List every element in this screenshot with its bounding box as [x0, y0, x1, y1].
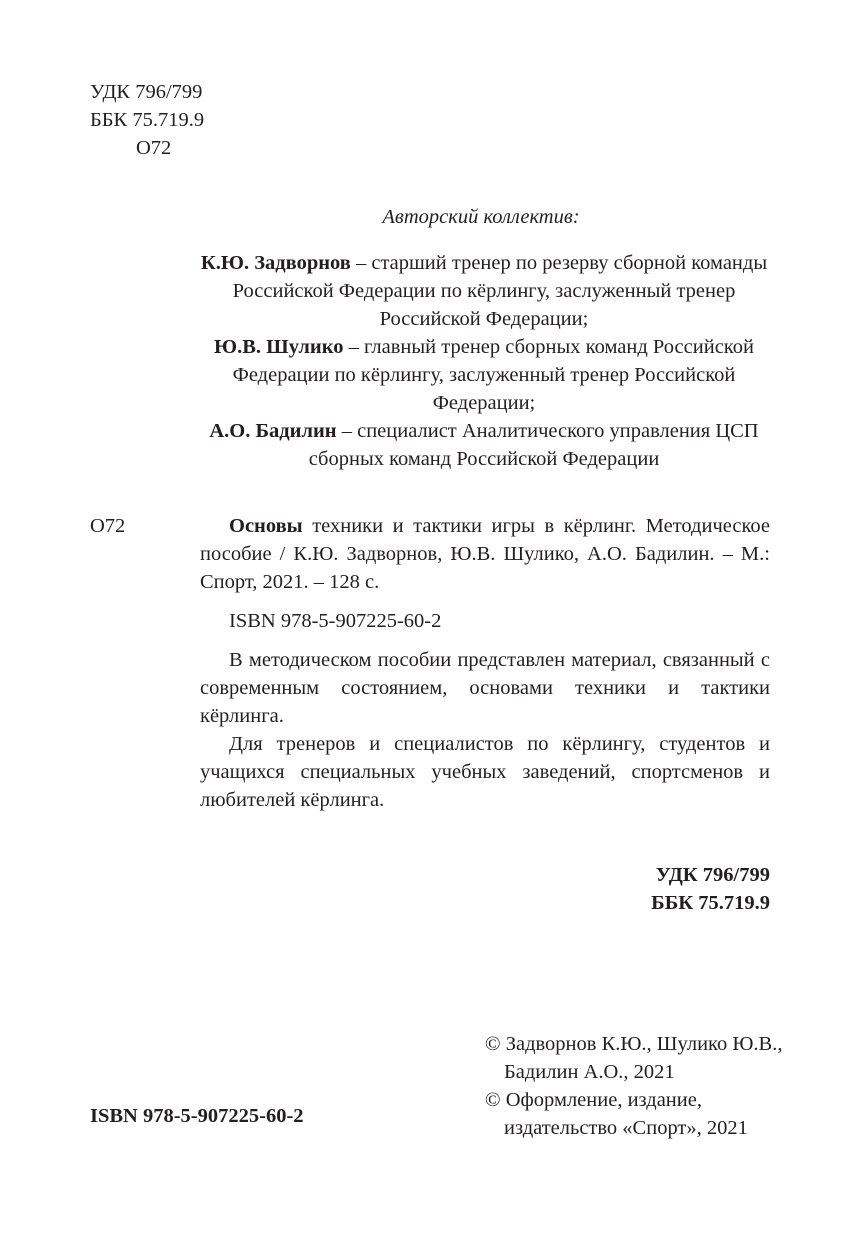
author-entry — [195, 417, 773, 473]
abstract-paragraph: В методическом пособии представлен материал, связанный с современным состоянием, основами техники и тактики кёрлинга. — [200, 649, 770, 727]
bbk-code-bold: ББК 75.719.9 — [651, 892, 770, 914]
biblio-title-bold: Основы — [229, 515, 303, 537]
short-classification-codes — [560, 861, 770, 917]
audience-paragraph: Для тренеров и специалистов по кёрлингу, студентов и учащихся специальных учебных заведений, спортсменов и любителей кёрлинга. — [200, 733, 770, 811]
author-description: – специалист Аналитического управления ЦСП сборных команд Российской Федерации — [308, 420, 759, 470]
author-description: – старший тренер по резерву сборной команды Российской Федерации по кёрлингу, заслуженный тренер Российской Федерации; — [232, 252, 768, 330]
bibliographic-record — [200, 512, 770, 814]
copyright-line: © Задворнов К.Ю., Шулико Ю.В., — [485, 1033, 783, 1055]
udk-code-bold: УДК 796/799 — [655, 864, 770, 886]
authors-heading: Авторский коллектив: — [382, 206, 580, 228]
author-name: К.Ю. Задворнов — [200, 252, 351, 274]
author-description: – главный тренер сборных команд Российской Федерации по кёрлингу, заслуженный тренер Российской Федерации; — [232, 336, 754, 414]
isbn-bottom: ISBN 978-5-907225-60-2 — [90, 1105, 304, 1127]
authors-list — [195, 249, 773, 473]
author-entry — [195, 333, 773, 417]
udk-code: УДК 796/799 — [90, 81, 203, 103]
biblio-title-rest: техники и тактики игры в кёрлинг. Методическое пособие / К.Ю. Задворнов, Ю.В. Шулико, А.О. Бадилин. – М.: Спорт, 2021. – 128 с. — [200, 515, 770, 593]
biblio-description — [200, 512, 770, 596]
author-mark: О72 — [136, 137, 172, 159]
copyright-line: Бадилин А.О., 2021 — [504, 1061, 675, 1083]
bbk-code: ББК 75.719.9 — [90, 109, 205, 131]
biblio-author-mark: О72 — [90, 515, 126, 537]
biblio-isbn: ISBN 978-5-907225-60-2 — [229, 610, 442, 632]
copyright-line: издательство «Спорт», 2021 — [504, 1117, 748, 1139]
author-name: А.О. Бадилин — [209, 420, 337, 442]
copyright-block — [485, 1030, 785, 1142]
copyright-line: © Оформление, издание, — [485, 1089, 702, 1111]
classification-codes — [90, 78, 204, 162]
author-entry — [195, 249, 773, 333]
author-name: Ю.В. Шулико — [214, 336, 344, 358]
